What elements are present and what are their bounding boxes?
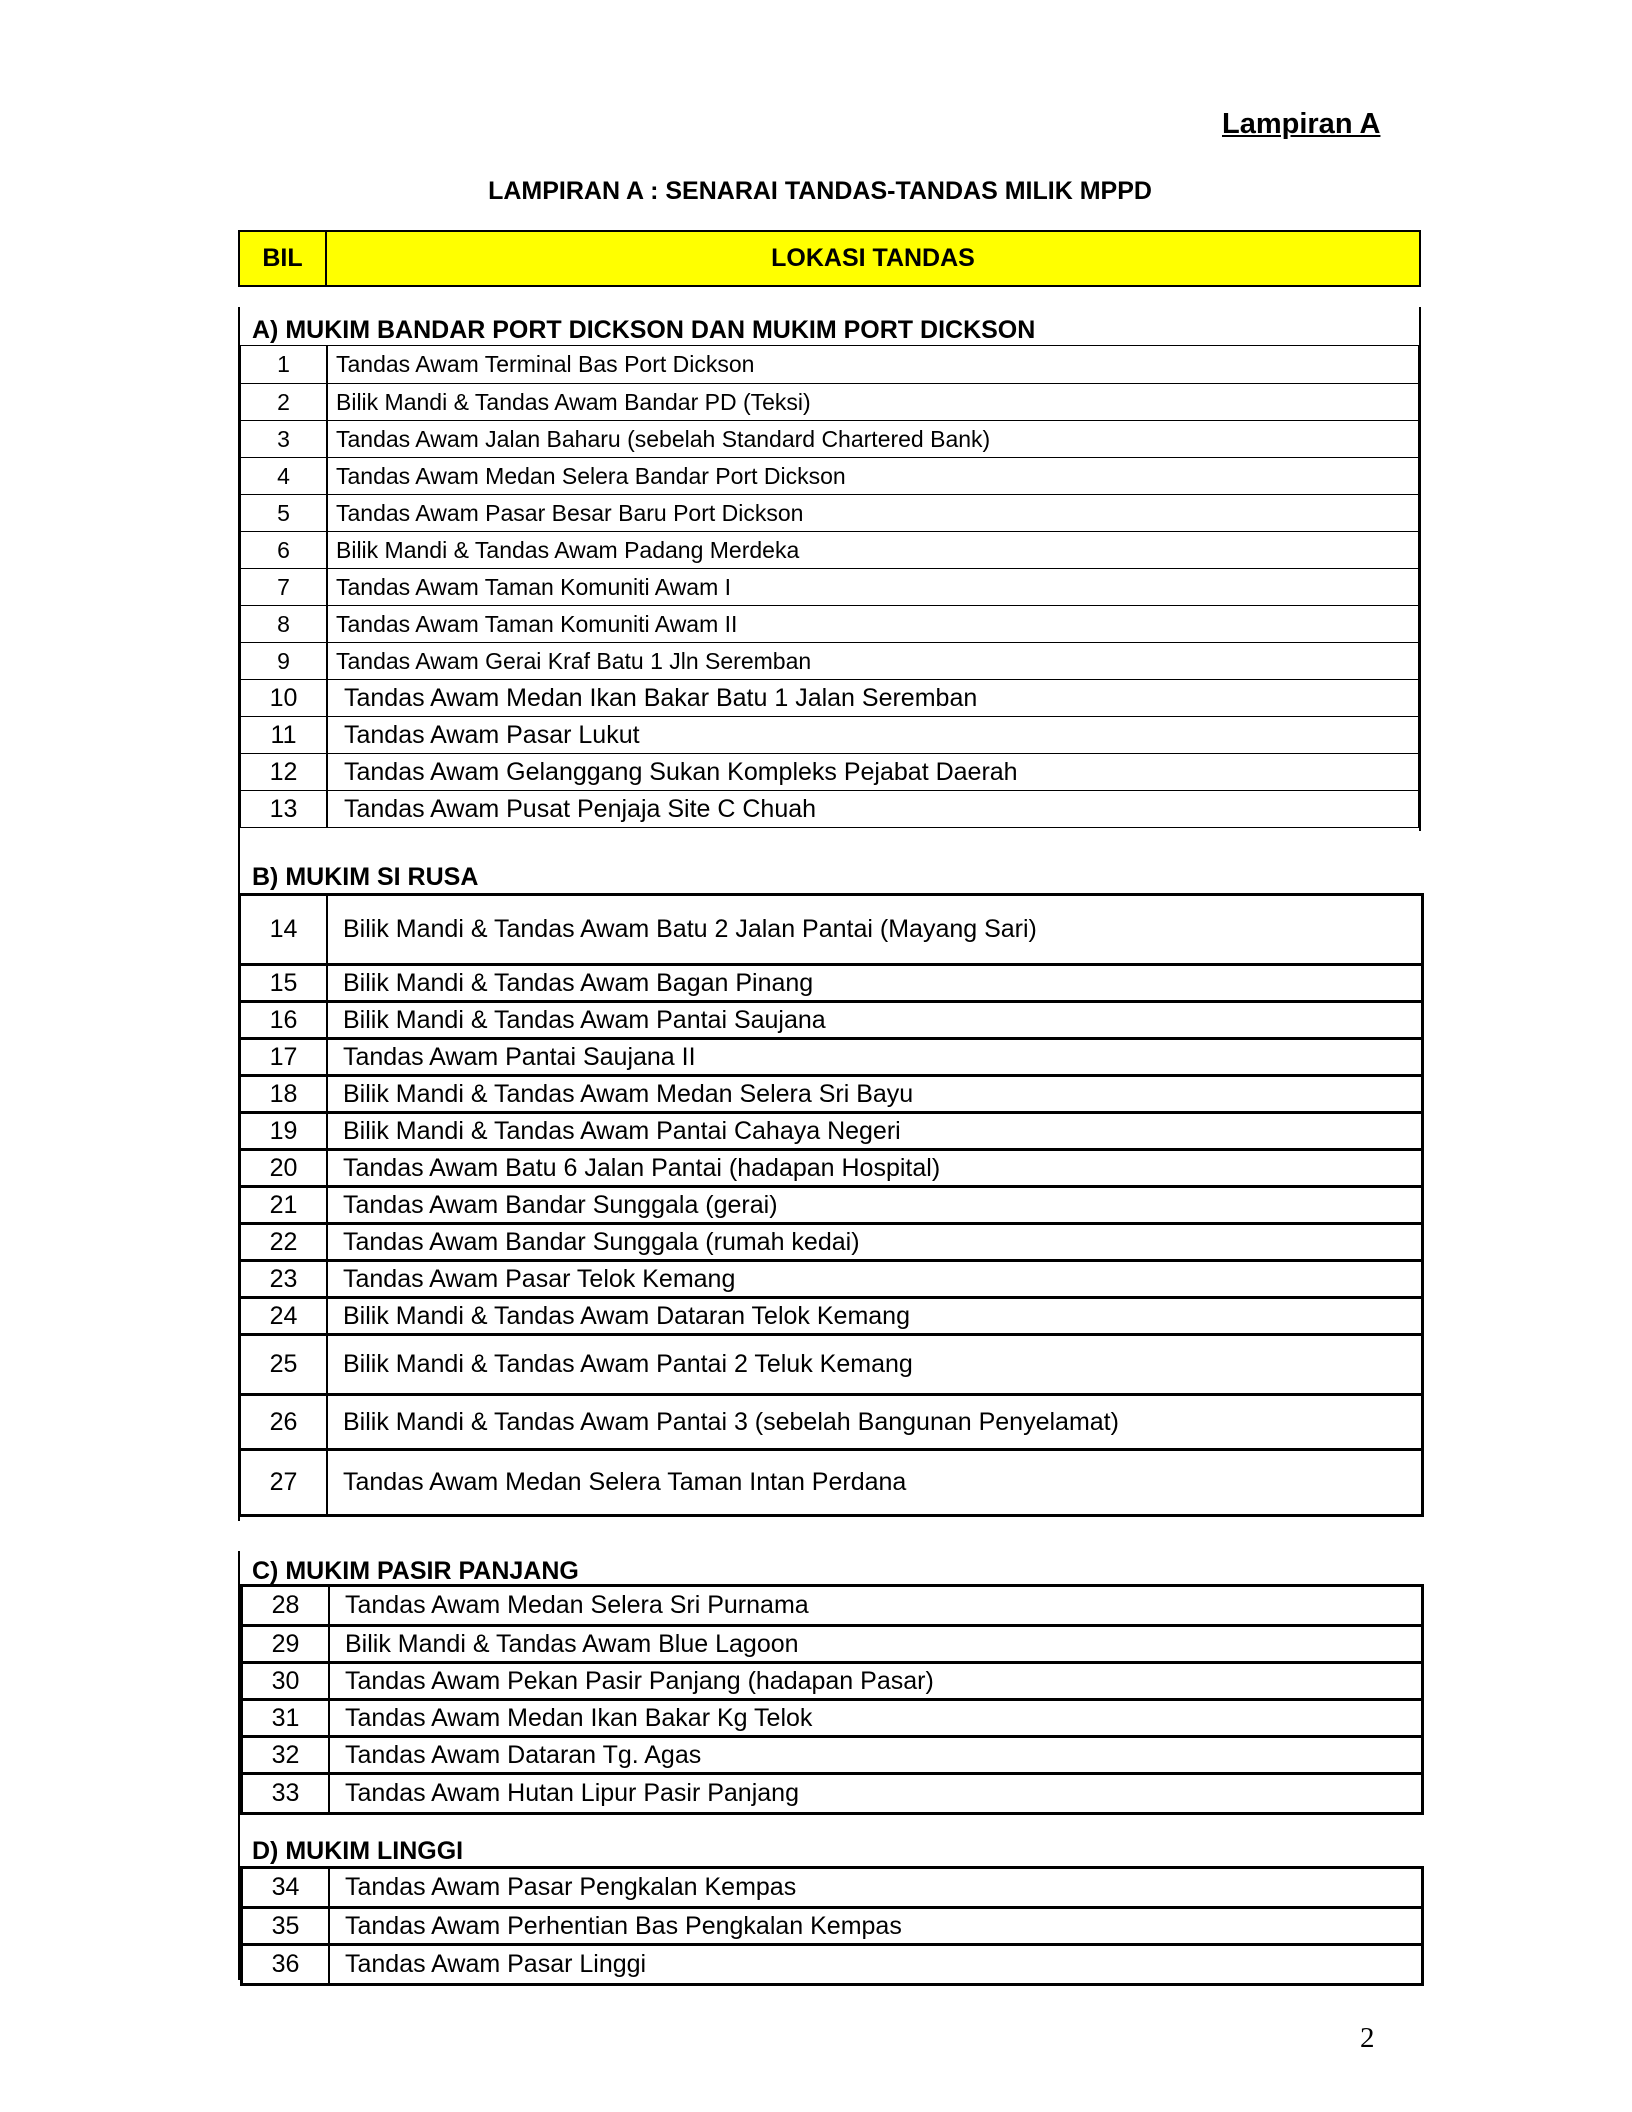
table-row (241, 605, 1418, 642)
bil-cell: 12 (241, 754, 328, 790)
lokasi-cell: Tandas Awam Pusat Penjaja Site C Chuah (344, 794, 817, 823)
section-table (240, 1866, 1424, 1986)
lokasi-cell: Tandas Awam Taman Komuniti Awam II (336, 610, 738, 637)
bil-cell: 25 (241, 1336, 328, 1393)
table-row (241, 420, 1418, 457)
table-row (243, 1906, 1421, 1943)
table-row (243, 1869, 1421, 1906)
lokasi-cell: Tandas Awam Bandar Sunggala (gerai) (343, 1190, 778, 1219)
lokasi-cell: Tandas Awam Medan Ikan Bakar Kg Telok (345, 1703, 813, 1732)
lokasi-cell: Bilik Mandi & Tandas Awam Pantai 2 Teluk Kemang (343, 1350, 913, 1378)
bil-cell: 11 (241, 717, 328, 753)
table-row (243, 1587, 1421, 1624)
lokasi-cell: Tandas Awam Medan Selera Taman Intan Perdana (343, 1468, 907, 1496)
table-header (238, 230, 1421, 287)
table-row (243, 1698, 1421, 1735)
table-row (241, 494, 1418, 531)
bil-cell: 4 (241, 458, 328, 494)
bil-cell: 21 (241, 1188, 328, 1222)
column-header-bil: BIL (240, 232, 327, 285)
lokasi-cell: Tandas Awam Batu 6 Jalan Pantai (hadapan Hospital) (343, 1153, 941, 1182)
lokasi-cell: Tandas Awam Pasar Linggi (345, 1950, 647, 1978)
table-row (241, 1037, 1421, 1074)
bil-cell: 24 (241, 1299, 328, 1333)
lokasi-cell: Tandas Awam Pantai Saujana II (343, 1042, 696, 1071)
bil-cell: 17 (241, 1040, 328, 1074)
table-row (241, 1222, 1421, 1259)
bil-cell: 36 (243, 1946, 330, 1983)
table-row (241, 531, 1418, 568)
bil-cell: 23 (241, 1262, 328, 1296)
bil-cell: 18 (241, 1077, 328, 1111)
bil-cell: 8 (241, 606, 328, 642)
bil-cell: 2 (241, 384, 328, 420)
section-title: B) MUKIM SI RUSA (252, 863, 479, 891)
bil-cell: 7 (241, 569, 328, 605)
bil-cell: 10 (241, 680, 328, 716)
bil-cell: 30 (243, 1664, 330, 1698)
lokasi-cell: Tandas Awam Bandar Sunggala (rumah kedai) (343, 1227, 860, 1256)
bil-cell: 32 (243, 1738, 330, 1772)
lokasi-cell: Bilik Mandi & Tandas Awam Pantai Cahaya Negeri (343, 1116, 901, 1145)
bil-cell: 26 (241, 1396, 328, 1448)
table-row (243, 1624, 1421, 1661)
lokasi-cell: Tandas Awam Pasar Besar Baru Port Dickson (336, 499, 804, 526)
bil-cell: 29 (243, 1627, 330, 1661)
section-title: D) MUKIM LINGGI (252, 1837, 464, 1865)
page-number: 2 (1360, 2022, 1375, 2054)
table-row (241, 790, 1418, 827)
bil-cell: 3 (241, 421, 328, 457)
bil-cell: 16 (241, 1003, 328, 1037)
table-row (241, 346, 1418, 383)
section-table (240, 1584, 1424, 1815)
lokasi-cell: Tandas Awam Medan Ikan Bakar Batu 1 Jalan Seremban (344, 683, 978, 712)
lokasi-cell: Bilik Mandi & Tandas Awam Medan Selera Sri Bayu (343, 1079, 914, 1108)
lokasi-cell: Tandas Awam Jalan Baharu (sebelah Standard Chartered Bank) (336, 425, 991, 452)
table-row (241, 1074, 1421, 1111)
bil-cell: 33 (243, 1775, 330, 1812)
column-header-lokasi: LOKASI TANDAS (771, 244, 975, 272)
section-table (238, 893, 1424, 1517)
bil-cell: 9 (241, 643, 328, 679)
table-row (241, 679, 1418, 716)
section-title: A) MUKIM BANDAR PORT DICKSON DAN MUKIM PORT DICKSON (252, 316, 1036, 344)
bil-cell: 20 (241, 1151, 328, 1185)
section-d (238, 1807, 1421, 1980)
lokasi-cell: Tandas Awam Medan Selera Bandar Port Dickson (336, 462, 846, 489)
table-row (243, 1735, 1421, 1772)
bil-cell: 31 (243, 1701, 330, 1735)
table-row (243, 1772, 1421, 1812)
lokasi-cell: Bilik Mandi & Tandas Awam Padang Merdeka (336, 536, 800, 563)
lokasi-cell: Tandas Awam Dataran Tg. Agas (345, 1740, 702, 1769)
bil-cell: 14 (241, 896, 328, 963)
table-row (241, 568, 1418, 605)
bil-cell: 34 (243, 1869, 330, 1906)
lokasi-cell: Tandas Awam Hutan Lipur Pasir Panjang (345, 1779, 799, 1807)
bil-cell: 28 (243, 1587, 330, 1624)
table-row (241, 1148, 1421, 1185)
table-row (241, 1333, 1421, 1393)
bil-cell: 22 (241, 1225, 328, 1259)
section-table (240, 345, 1419, 828)
table-row (241, 1296, 1421, 1333)
table-row (241, 1000, 1421, 1037)
lokasi-cell: Tandas Awam Pekan Pasir Panjang (hadapan Pasar) (345, 1666, 934, 1695)
document-title: LAMPIRAN A : SENARAI TANDAS-TANDAS MILIK MPPD (488, 177, 1152, 205)
lokasi-cell: Bilik Mandi & Tandas Awam Blue Lagoon (345, 1629, 799, 1658)
section-a (238, 307, 1421, 831)
table-row (241, 1393, 1421, 1448)
bil-cell: 6 (241, 532, 328, 568)
bil-cell: 1 (241, 346, 328, 383)
lokasi-cell: Tandas Awam Pasar Pengkalan Kempas (345, 1873, 797, 1901)
lokasi-cell: Bilik Mandi & Tandas Awam Pantai 3 (sebelah Bangunan Penyelamat) (343, 1407, 1119, 1436)
table-row (241, 963, 1421, 1000)
table-row (241, 383, 1418, 420)
table-row (243, 1661, 1421, 1698)
section-title: C) MUKIM PASIR PANJANG (252, 1557, 579, 1585)
bil-cell: 19 (241, 1114, 328, 1148)
table-row (241, 716, 1418, 753)
bil-cell: 35 (243, 1909, 330, 1943)
lokasi-cell: Bilik Mandi & Tandas Awam Pantai Saujana (343, 1005, 826, 1034)
table-row (241, 1111, 1421, 1148)
bil-cell: 13 (241, 791, 328, 827)
table-row (241, 642, 1418, 679)
lokasi-cell: Tandas Awam Terminal Bas Port Dickson (336, 351, 755, 377)
lokasi-cell: Bilik Mandi & Tandas Awam Bandar PD (Teksi) (336, 388, 811, 415)
table-row (241, 896, 1421, 963)
section-b (238, 831, 1421, 1521)
lokasi-cell: Tandas Awam Medan Selera Sri Purnama (345, 1591, 809, 1619)
lampiran-tag: Lampiran A (1222, 108, 1381, 140)
table-row (243, 1943, 1421, 1983)
lokasi-cell: Tandas Awam Pasar Telok Kemang (343, 1264, 736, 1293)
bil-cell: 15 (241, 966, 328, 1000)
table-row (241, 1448, 1421, 1514)
table-row (241, 1259, 1421, 1296)
bil-cell: 27 (241, 1451, 328, 1514)
lokasi-cell: Bilik Mandi & Tandas Awam Bagan Pinang (343, 968, 814, 997)
lokasi-cell: Tandas Awam Taman Komuniti Awam I (336, 573, 732, 600)
lokasi-cell: Tandas Awam Gerai Kraf Batu 1 Jln Seremban (336, 647, 812, 674)
lokasi-cell: Bilik Mandi & Tandas Awam Dataran Telok Kemang (343, 1301, 910, 1330)
lokasi-cell: Bilik Mandi & Tandas Awam Batu 2 Jalan Pantai (Mayang Sari) (343, 915, 1037, 943)
table-row (241, 1185, 1421, 1222)
lokasi-cell: Tandas Awam Gelanggang Sukan Kompleks Pejabat Daerah (344, 757, 1018, 786)
section-c (238, 1551, 1421, 1807)
lokasi-cell: Tandas Awam Pasar Lukut (344, 720, 640, 749)
lokasi-cell: Tandas Awam Perhentian Bas Pengkalan Kempas (345, 1911, 902, 1940)
table-row (241, 457, 1418, 494)
bil-cell: 5 (241, 495, 328, 531)
table-row (241, 753, 1418, 790)
